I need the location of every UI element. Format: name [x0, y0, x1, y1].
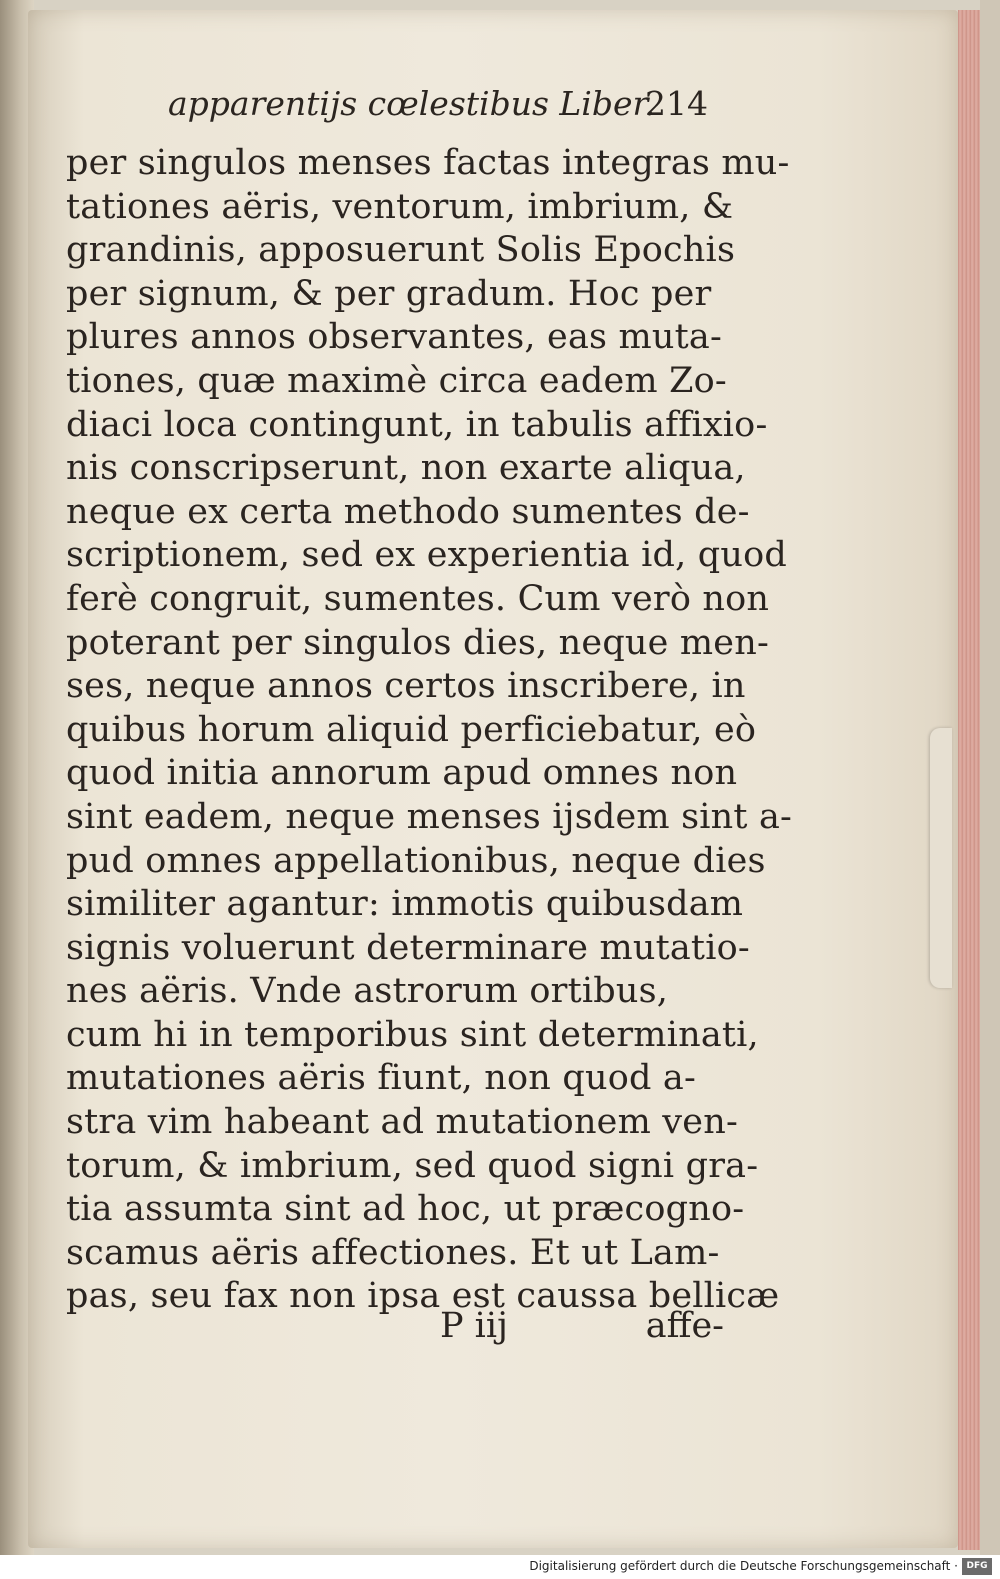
page-footer: [66, 1306, 724, 1356]
text-line: pas, seu fax non ipsa est caussa bellicæ: [66, 1276, 780, 1317]
text-line: signis voluerunt determinare mutatio-: [66, 927, 750, 968]
text-line: scamus aëris affectiones. Et ut Lam-: [66, 1232, 720, 1273]
text-line: nes aëris. Vnde astrorum ortibus,: [66, 971, 669, 1012]
running-head: [168, 78, 708, 128]
text-line: ferè congruit, sumentes. Cum verò non: [66, 578, 770, 619]
running-head-title: apparentijs cœlestibus Liber.: [168, 84, 656, 123]
text-line: stra vim habeant ad mutationem ven-: [66, 1102, 738, 1143]
outer-scan-edge: [980, 0, 1000, 1555]
text-line: ses, neque annos certos inscribere, in: [66, 666, 746, 707]
text-line: similiter agantur: immotis quibusdam: [66, 884, 744, 925]
text-line: tia assumta sint ad hoc, ut præcogno-: [66, 1189, 745, 1230]
text-line: torum, & imbrium, sed quod signi gra-: [66, 1145, 759, 1186]
text-line: tiones, quæ maximè circa eadem Zo-: [66, 360, 727, 401]
text-line: quibus horum aliquid perficiebatur, eò: [66, 709, 757, 750]
body-text: [66, 142, 793, 1319]
text-line: neque ex certa methodo sumentes de-: [66, 491, 750, 532]
text-line: cum hi in temporibus sint determinati,: [66, 1014, 759, 1055]
digitization-credit-bar: [0, 1555, 1000, 1579]
red-page-edge: [958, 10, 980, 1550]
text-line: quod initia annorum apud omnes non: [66, 753, 738, 794]
text-line: diaci loca contingunt, in tabulis affixio-: [66, 404, 768, 445]
text-line: tationes aëris, ventorum, imbrium, &: [66, 186, 734, 227]
text-line: sint eadem, neque menses ijsdem sint a-: [66, 796, 793, 837]
text-line: grandinis, apposuerunt Solis Epochis: [66, 230, 736, 271]
text-line: nis conscripserunt, non exarte aliqua,: [66, 448, 746, 489]
dfg-logo: DFG: [962, 1558, 992, 1575]
text-line: mutationes aëris fiunt, non quod a-: [66, 1058, 696, 1099]
catchword: affe-: [645, 1306, 724, 1346]
text-line: per singulos menses factas integras mu-: [66, 143, 790, 183]
text-line: scriptionem, sed ex experientia id, quod: [66, 535, 787, 576]
page-number: 214: [645, 84, 708, 123]
page-tab-slip: [930, 728, 952, 988]
text-line: pud omnes appellationibus, neque dies: [66, 840, 766, 881]
signature-mark: P iij: [440, 1306, 508, 1346]
text-line: poterant per singulos dies, neque men-: [66, 622, 769, 663]
text-line: plures annos observantes, eas muta-: [66, 317, 722, 358]
text-line: per signum, & per gradum. Hoc per: [66, 273, 712, 314]
credit-text: Digitalisierung gefördert durch die Deutsche Forschungsgemeinschaft ·: [529, 1559, 958, 1573]
